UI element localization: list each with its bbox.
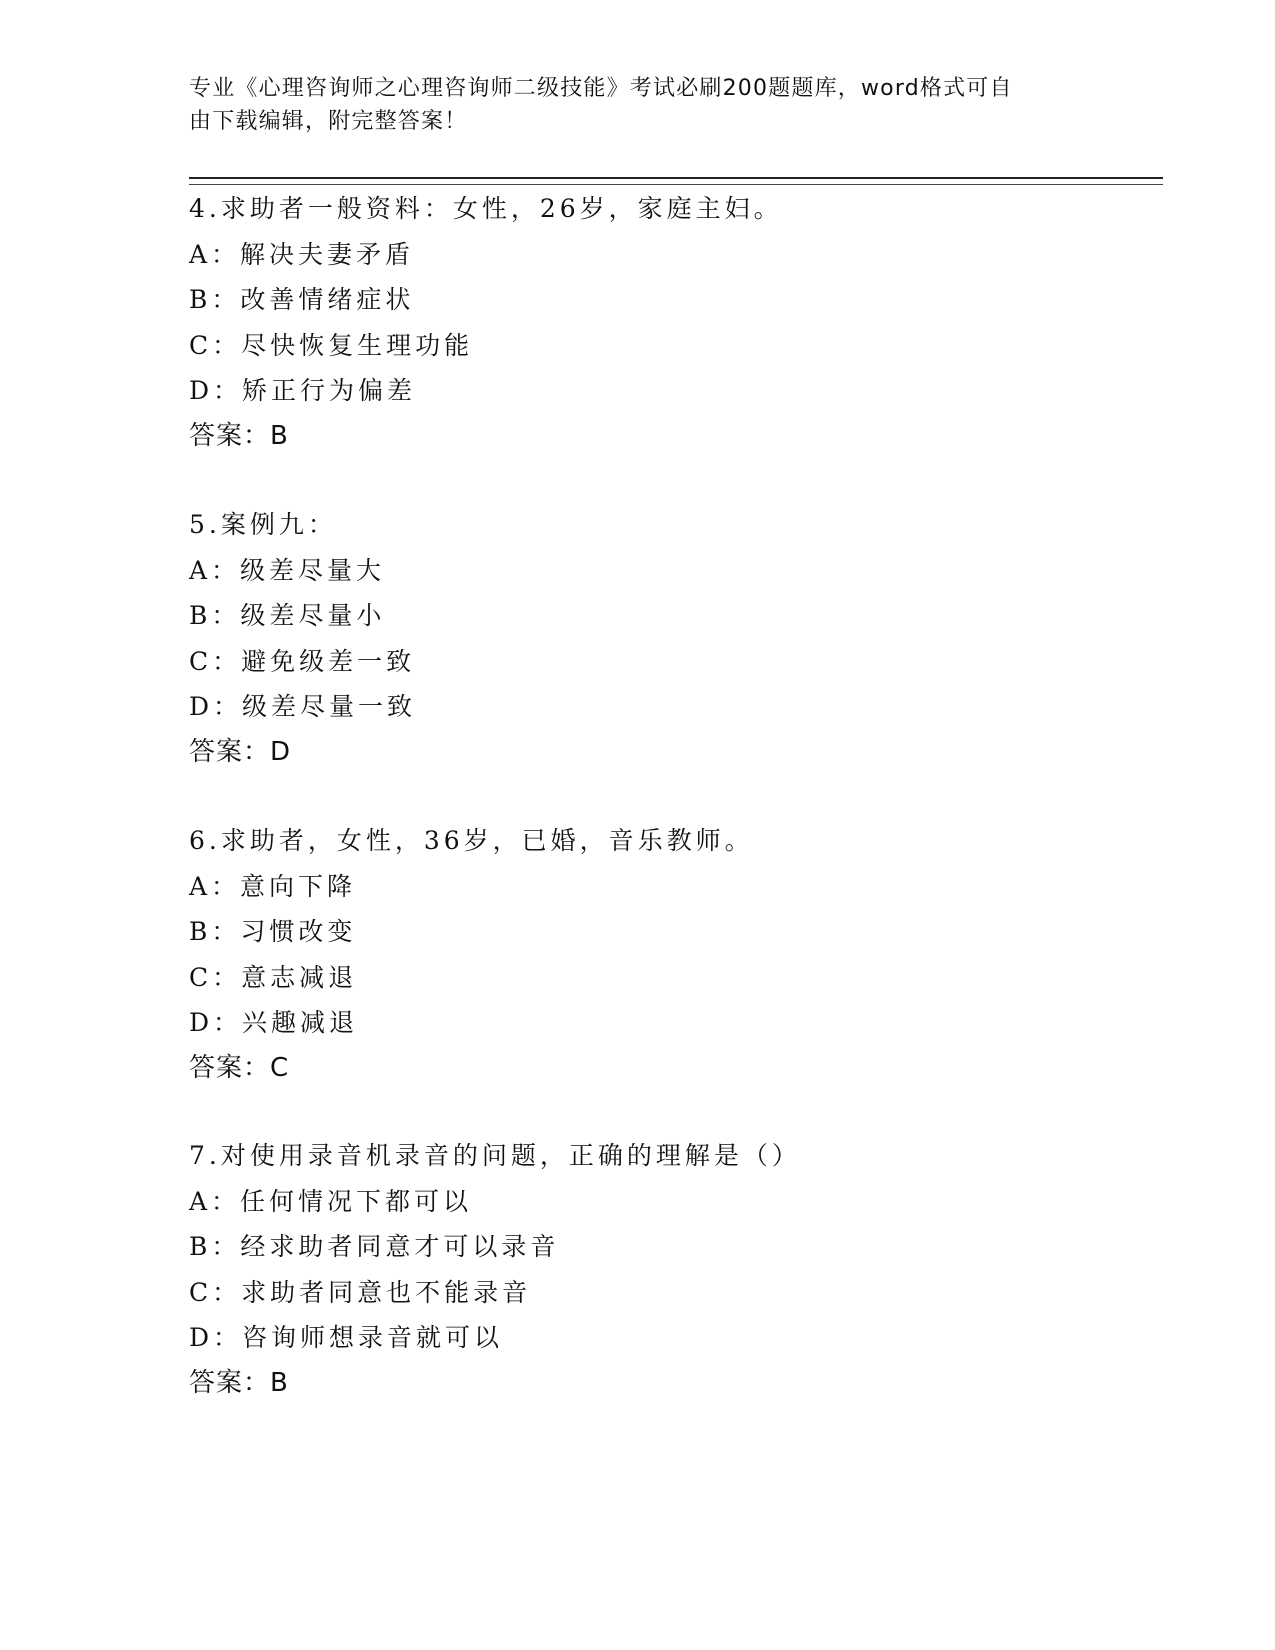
question-block-6 <box>189 818 1089 1092</box>
option-c: C：求助者同意也不能录音 <box>189 1277 532 1307</box>
option-c: C：避免级差一致 <box>189 646 416 676</box>
question-stem: 7.对使用录音机录音的问题，正确的理解是（） <box>189 1141 801 1170</box>
option-b: B：改善情绪症状 <box>189 285 415 315</box>
option-b: B：经求助者同意才可以录音 <box>189 1232 560 1262</box>
option-a: A：级差尽量大 <box>189 555 386 585</box>
option-d: D：咨询师想录音就可以 <box>189 1323 504 1353</box>
header-divider-thin <box>189 184 1163 185</box>
document-header <box>189 72 1069 138</box>
header-line-1: 专业《心理咨询师之心理咨询师二级技能》考试必刷200题题库，word格式可自 <box>189 76 1013 101</box>
question-block-7 <box>189 1133 1089 1407</box>
header-line-2: 由下载编辑，附完整答案！ <box>189 109 468 134</box>
option-d: D：级差尽量一致 <box>189 692 417 722</box>
option-c: C：尽快恢复生理功能 <box>189 330 474 360</box>
answer-line: 答案：C <box>189 1052 290 1083</box>
answer-line: 答案：D <box>189 736 292 767</box>
option-d: D：兴趣减退 <box>189 1008 359 1038</box>
option-a: A：解决夫妻矛盾 <box>189 239 415 269</box>
option-a: A：意向下降 <box>189 871 357 901</box>
question-stem: 4.求助者一般资料：女性，26岁，家庭主妇。 <box>189 194 783 223</box>
question-block-5 <box>189 502 1089 776</box>
option-a: A：任何情况下都可以 <box>189 1186 473 1216</box>
question-block-4 <box>189 186 1089 460</box>
option-b: B：级差尽量小 <box>189 601 386 631</box>
answer-line: 答案：B <box>189 420 289 451</box>
question-stem: 6.求助者，女性，36岁，已婚，音乐教师。 <box>189 826 754 855</box>
option-c: C：意志减退 <box>189 962 358 992</box>
answer-line: 答案：B <box>189 1367 289 1398</box>
option-b: B：习惯改变 <box>189 917 357 947</box>
option-d: D：矫正行为偏差 <box>189 376 417 406</box>
header-divider-thick <box>189 177 1163 179</box>
question-stem: 5.案例九： <box>189 510 337 539</box>
